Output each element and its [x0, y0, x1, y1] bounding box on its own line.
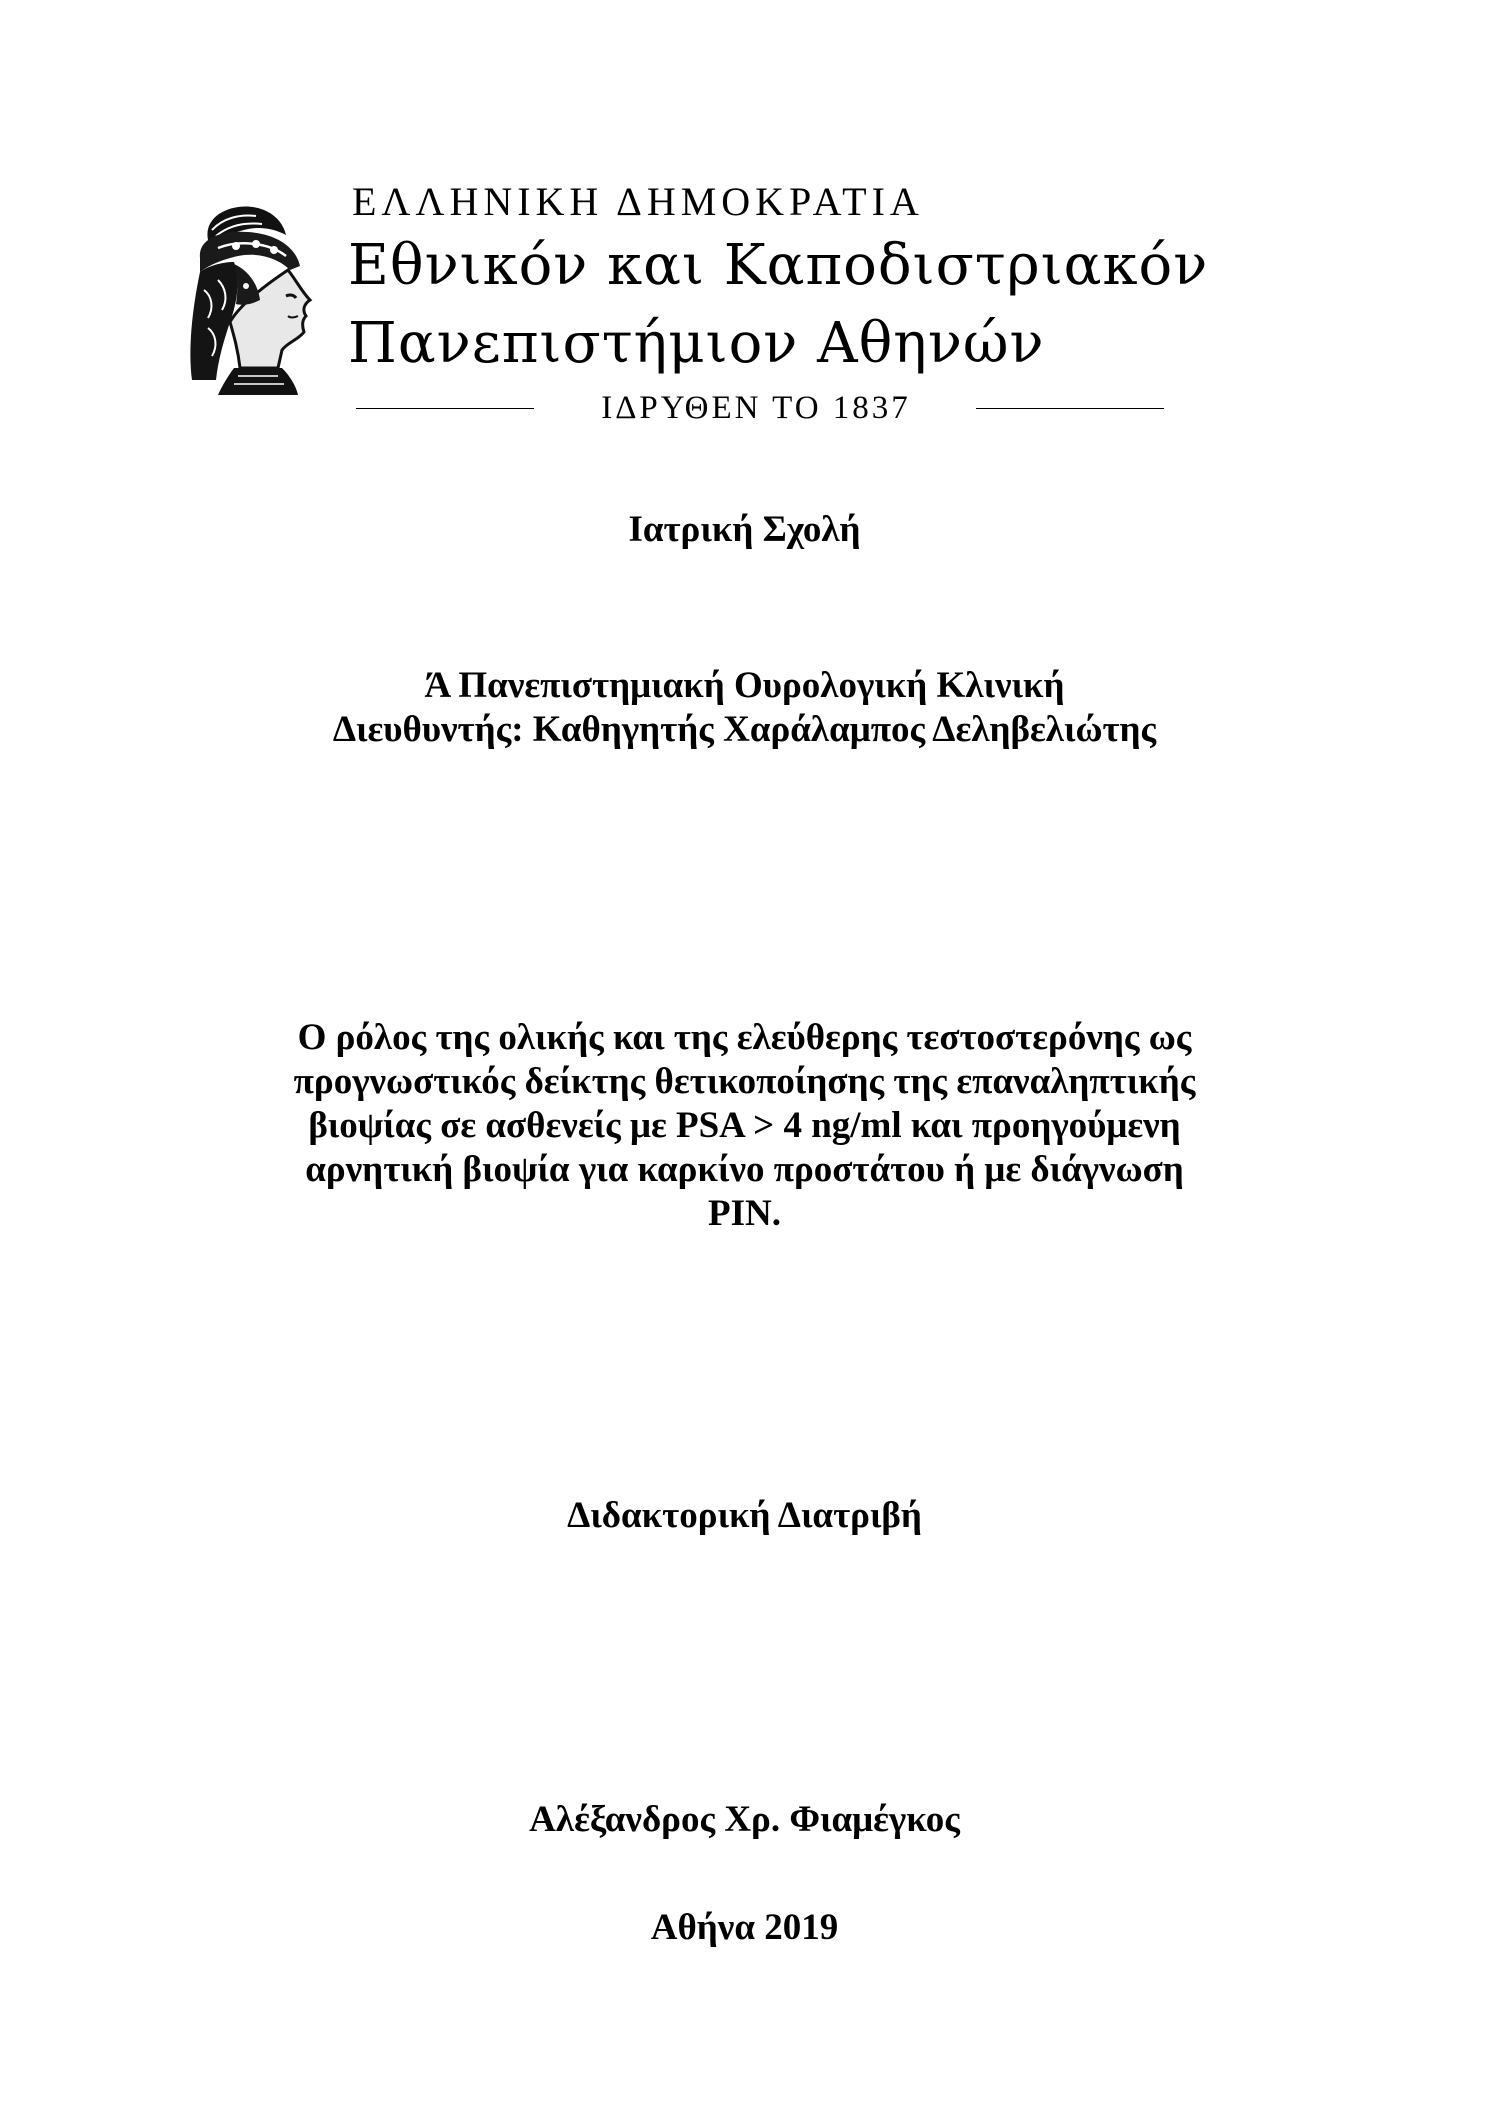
clinic-name: Ά Πανεπιστημιακή Ουρολογική Κλινική	[424, 665, 1065, 706]
logo-rule-right	[976, 408, 1164, 409]
athena-head-emblem-icon	[178, 200, 328, 395]
thesis-title-line: Ο ρόλος της ολικής και της ελεύθερης τεστοστερόνης ως	[297, 1017, 1192, 1058]
clinic-director: Διευθυντής: Καθηγητής Χαράλαμπος Δεληβελιώτης	[332, 709, 1157, 750]
logo-founded-text: ΙΔΡΥΘΕΝ ΤΟ 1837	[601, 390, 911, 426]
logo-founded-row	[348, 391, 1164, 425]
clinic-block	[0, 664, 1489, 752]
place-year: Αθήνα 2019	[650, 1907, 839, 1948]
logo-university-name-line1: Εθνικόν και Καποδιστριακόν	[348, 233, 1209, 298]
university-logo	[178, 180, 1378, 430]
author-name: Αλέξανδρος Χρ. Φιαμέγκος	[529, 1799, 960, 1840]
thesis-title-line: PIN.	[708, 1193, 781, 1234]
thesis-title-line: βιοψίας σε ασθενείς με PSA > 4 ng/ml και προηγούμενη	[308, 1105, 1181, 1146]
logo-university-name-line2: Πανεπιστήμιον Αθηνών	[348, 311, 1045, 376]
thesis-title-line: αρνητική βιοψία για καρκίνο προστάτου ή με διάγνωση	[305, 1149, 1184, 1190]
thesis-title-line: προγνωστικός δείκτης θετικοποίησης της επαναληπτικής	[293, 1061, 1196, 1102]
thesis-title	[0, 1016, 1489, 1236]
document-type: Διδακτορική Διατριβή	[567, 1495, 922, 1536]
logo-republic-text: ΕΛΛΗΝΙΚΗ ΔΗΜΟΚΡΑΤΙΑ	[352, 179, 924, 224]
logo-rule-left	[356, 408, 534, 409]
school-name: Ιατρική Σχολή	[628, 509, 861, 550]
